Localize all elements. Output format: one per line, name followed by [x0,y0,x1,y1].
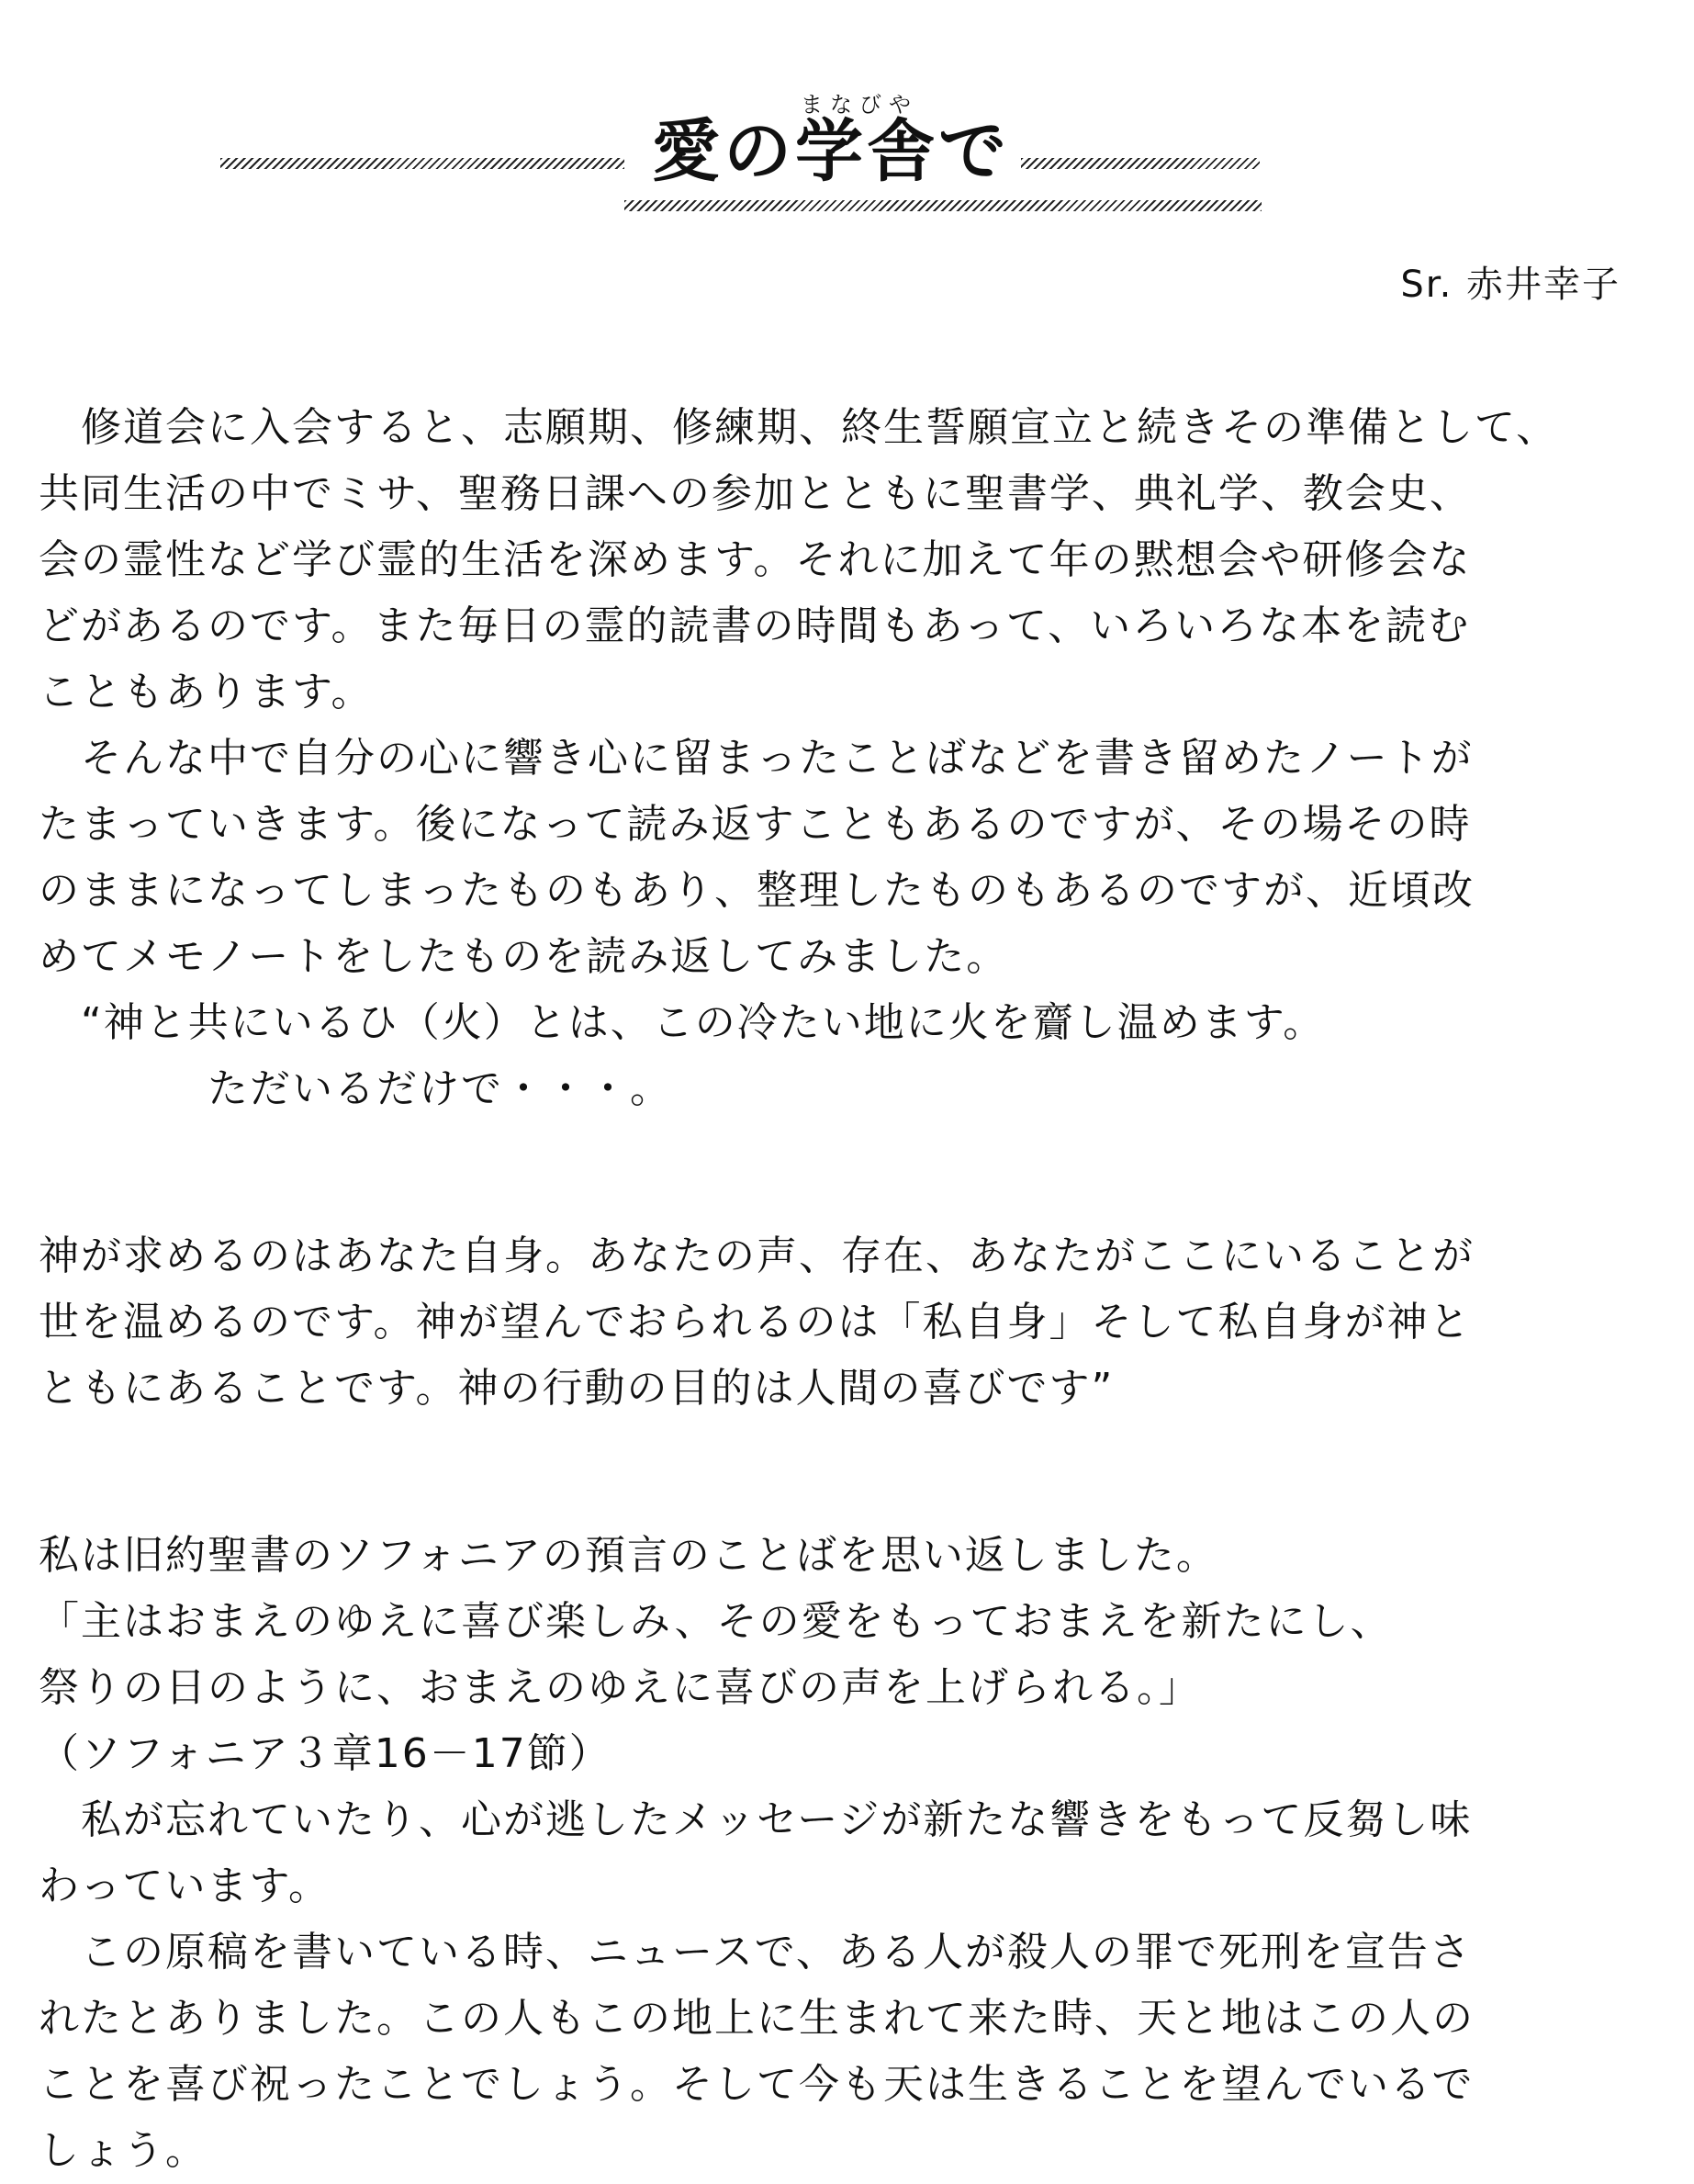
paragraph-1 [39,395,1641,726]
text-line: 共同生活の中でミサ、聖務日課への参加とともに聖書学、典礼学、教会史、 [39,470,1472,517]
text-line: “神と共にいるひ（火）とは、この冷たい地に火を齎し温めます。 [39,999,1326,1046]
author-name: Sr. 赤井幸子 [1400,264,1621,306]
text-line: たまっていきます。後になって読み返すこともあるのですが、その場その時 [39,801,1472,848]
title-rule-right [1021,158,1260,169]
text-line: れたとありました。この人もこの地上に生まれて来た時、天と地はこの人の [39,1995,1475,2042]
paragraph-4 [39,1523,1641,2184]
quote-1 [39,990,1641,1122]
title-rule-left [220,158,624,169]
text-line: 私が忘れていたり、心が逃したメッセージが新たな響きをもって反芻し味 [39,1796,1473,1843]
text-line: 私は旧約聖書のソフォニアの預言のことばを思い返しました。 [39,1532,1218,1579]
text-line: 「主はおまえのゆえに喜び楽しみ、その愛をもっておまえを新たにし、 [39,1598,1393,1645]
paragraph-3 [39,1223,1641,1422]
text-line: めてメモノートをしたものを読み返してみました。 [39,933,1009,980]
text-line: 世を温めるのです。神が望んでおられるのは「私自身」そして私自身が神と [39,1299,1472,1345]
article-body [39,395,1641,2184]
spacer [39,1122,1641,1223]
page-title: 愛の学舎で [652,112,1010,191]
text-line: どがあるのです。また毎日の霊的読書の時間もあって、いろいろな本を読む [39,602,1471,649]
text-line: しょう。 [39,2127,208,2174]
text-line: 会の霊性など学び霊的生活を深めます。それに加えて年の黙想会や研修会な [39,536,1472,583]
text-line: 神が求めるのはあなた自身。あなたの声、存在、あなたがここにいることが [39,1233,1475,1279]
text-line: わっています。 [39,1863,331,1909]
text-line: ともにあることです。神の行動の目的は人間の喜びです” [39,1365,1115,1412]
spacer [39,1422,1641,1523]
text-line: 祭りの日のように、おまえのゆえに喜びの声を上げられる。」 [39,1664,1201,1711]
paragraph-2 [39,726,1641,990]
text-line: ことを喜び祝ったことでしょう。そして今も天は生きることを望んでいるで [39,2061,1475,2108]
text-line: 修道会に入会すると、志願期、修練期、終生誓願宣立と続きその準備として、 [39,404,1559,451]
title-block [220,73,1047,220]
text-line: この原稿を書いている時、ニュースで、ある人が殺人の罪で死刑を宣告さ [39,1929,1472,1976]
title-ruby: まなびや [801,92,918,118]
text-line: ただいるだけで・・・。 [39,1065,672,1112]
title-rule-under [624,200,1262,211]
text-line: こともあります。 [39,669,374,715]
text-line: そんな中で自分の心に響き心に留まったことばなどを書き留めたノートが [39,735,1474,782]
text-line: のままになってしまったものもあり、整理したものもあるのですが、近頃改 [39,867,1475,914]
text-line: （ソフォニア３章16－17節） [39,1730,611,1777]
